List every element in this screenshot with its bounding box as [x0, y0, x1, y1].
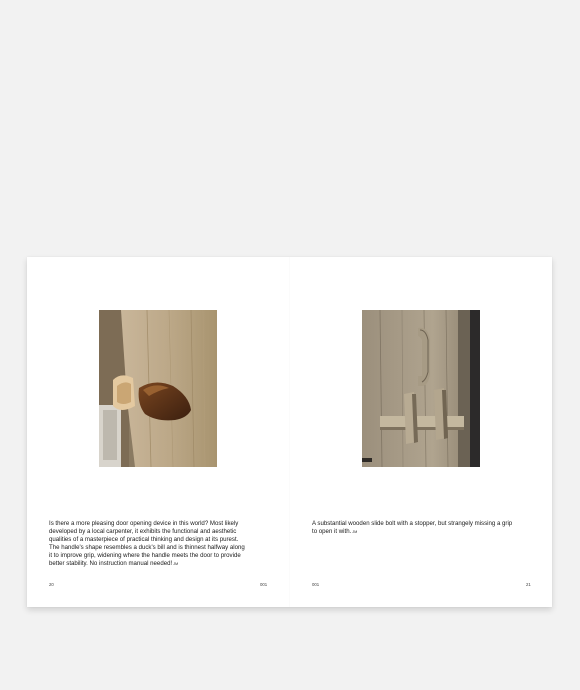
caption-line: The handle's shape resembles a duck's bill and is thinnest halfway along — [49, 544, 245, 552]
author-signature: JM — [173, 562, 179, 567]
caption-line: developed by a local carpenter, it exhibits the functional and aesthetic — [49, 528, 237, 536]
caption-line: Is there a more pleasing door opening device in this world? Most likely — [49, 520, 239, 527]
item-number: 001 — [312, 582, 320, 587]
caption-line: qualities of a masterpiece of practical thinking and design at its purest. — [49, 536, 239, 544]
door-handle-photo — [99, 310, 217, 467]
right-caption — [312, 520, 530, 536]
caption-line-text: better stability. No instruction manual needed! — [49, 560, 173, 568]
caption-line-last — [49, 560, 264, 568]
gutter — [289, 257, 290, 607]
left-caption — [49, 520, 264, 569]
caption-line: it to improve grip, widening where the handle meets the door to provide — [49, 552, 241, 560]
page-number: 21 — [526, 582, 531, 587]
caption-line-text: to open it with. — [312, 528, 352, 536]
item-number: 001 — [260, 582, 268, 587]
caption-line: A substantial wooden slide bolt with a stopper, but strangely missing a grip — [312, 520, 513, 527]
slide-bolt-photo — [362, 310, 480, 467]
page-number: 20 — [49, 582, 54, 587]
author-signature: JM — [352, 530, 358, 535]
book-spread — [27, 257, 552, 607]
caption-line-last — [312, 528, 530, 536]
